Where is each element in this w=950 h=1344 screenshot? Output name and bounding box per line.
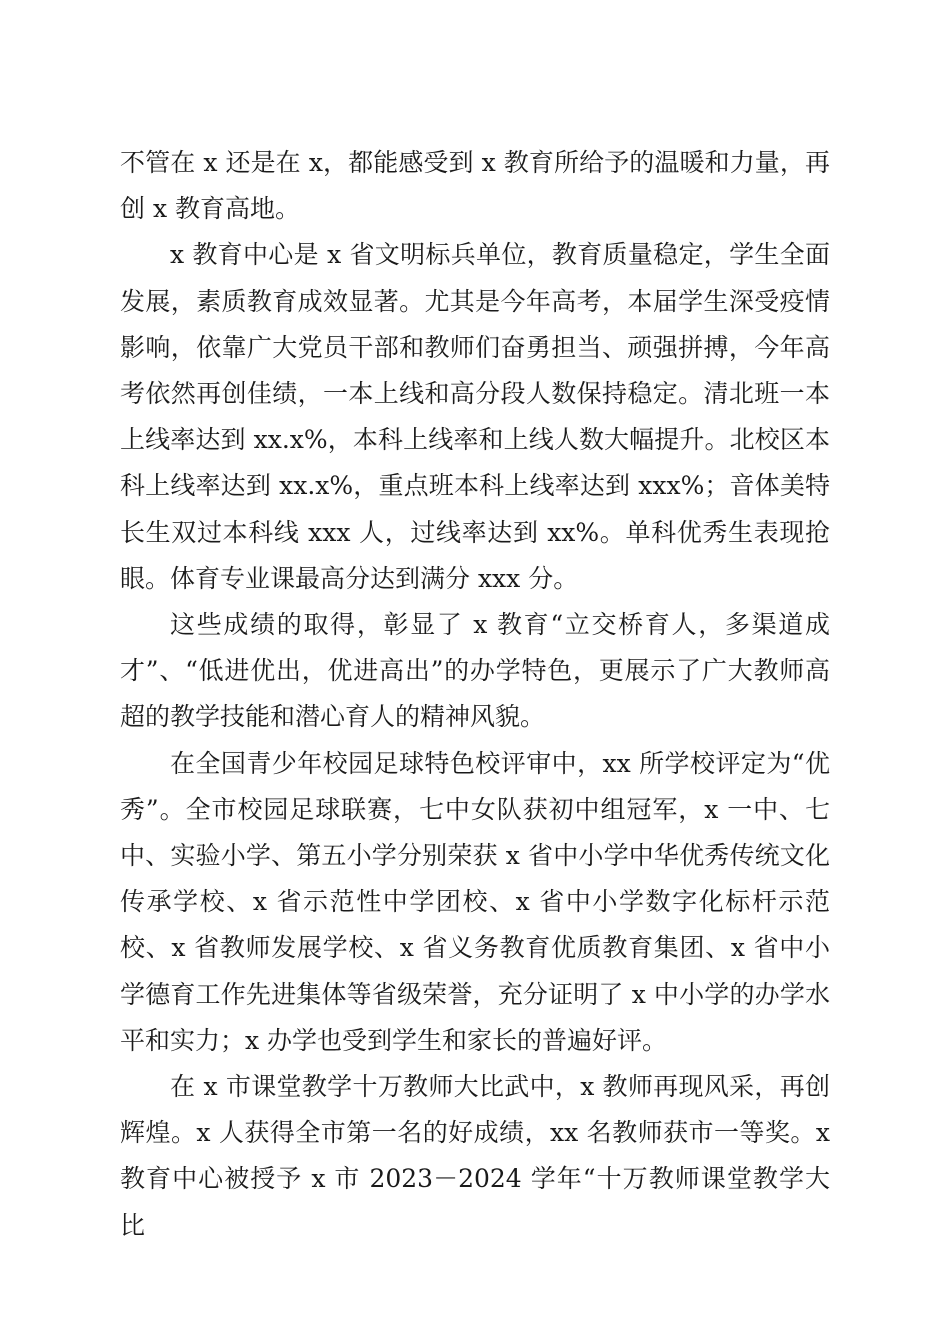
paragraph-teaching-competition: 在 x 市课堂教学十万教师大比武中，x 教师再现风采，再创辉煌。x 人获得全市第一名的好成绩，xx 名教师获市一等奖。x 教育中心被授予 x 市 2023－2024 学年“十万教师课堂教学大比 bbox=[120, 1072, 830, 1240]
paragraph-football-honors: 在全国青少年校园足球特色校评审中，xx 所学校评定为“优秀”。全市校园足球联赛，七中女队获初中组冠军，x 一中、七中、实验小学、第五小学分别荣获 x 省中小学中华优秀传统文化传承学校、x 省示范性中学团校、x 省中小学数字化标杆示范校、x 省教师发展学校、x 省义务教育优质教育集团、x 省中小学德育工作先进集体等省级荣誉，充分证明了 x 中小学的办学水平和实力；x 办学也受到学生和家长的普遍好评。 bbox=[120, 748, 830, 1055]
document-body bbox=[120, 140, 830, 1249]
paragraph-continuation: 不管在 x 还是在 x，都能感受到 x 教育所给予的温暖和力量，再创 x 教育高地。 bbox=[120, 148, 830, 224]
paragraph-achievements: 这些成绩的取得，彰显了 x 教育“立交桥育人，多渠道成才”、“低进优出，优进高出”的办学特色，更展示了广大教师高超的教学技能和潜心育人的精神风貌。 bbox=[120, 610, 830, 732]
paragraph-education-center: x 教育中心是 x 省文明标兵单位，教育质量稳定，学生全面发展，素质教育成效显著。尤其是今年高考，本届学生深受疫情影响，依靠广大党员干部和教师们奋勇担当、顽强拼搏，今年高考依然再创佳绩，一本上线和高分段人数保持稳定。清北班一本上线率达到 xx.x%，本科上线率和上线人数大幅提升。北校区本科上线率达到 xx.x%，重点班本科上线率达到 xxx%；音体美特长生双过本科线 xxx 人，过线率达到 xx%。单科优秀生表现抢眼。体育专业课最高分达到满分 xxx 分。 bbox=[120, 240, 830, 593]
